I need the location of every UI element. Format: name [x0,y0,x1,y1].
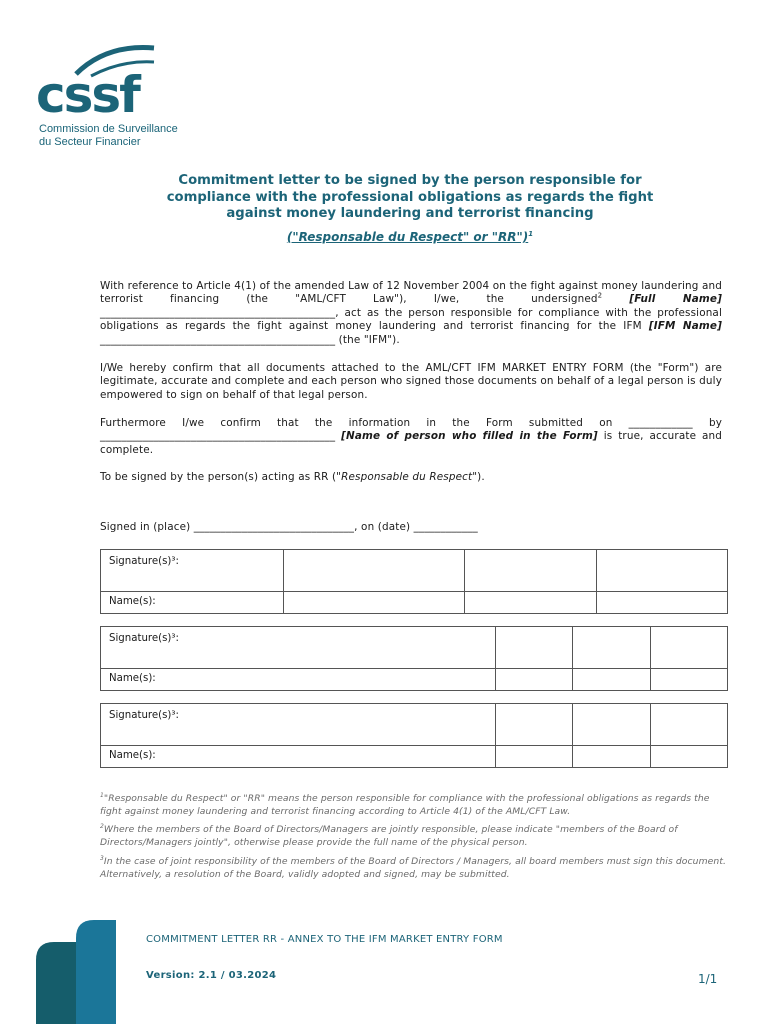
paragraph-confirmation: I/We hereby confirm that all documents attached to the AML/CFT IFM MARKET ENTRY FORM (the "Form") are legitimate, accurate and complete and each person who signed those documents on behalf of a legal person is duly empowered to sign on behalf of that legal person. [100,362,722,401]
signature-field[interactable] [496,704,573,746]
page-number: 1/1 [698,972,718,986]
name-field[interactable] [573,746,650,768]
name-field[interactable] [496,746,573,768]
footnote-3: $^3$In the case of joint responsibility of the members of the Board of Directors / Managers, all board members must sign this document. Alternatively, a resolution of the Board, validly adopted and signed, may be submitted. [100,855,727,881]
ifm-name-placeholder: [IFM Name] [648,320,722,333]
signature-table-1 [100,549,728,614]
signature-field[interactable] [650,627,727,669]
signature-label-cell: Signature(s)³: [101,704,496,746]
signature-label-cell: Signature(s)³: [101,550,284,592]
name-field[interactable] [573,669,650,691]
full-name-placeholder: [Full Name] [629,293,722,306]
subtitle-text: ("Responsable du Respect" or "RR") [286,230,529,244]
svg-text:cssf: cssf [36,66,139,124]
signature-table-2 [100,626,728,691]
footer-title: COMMITMENT LETTER RR - ANNEX TO THE IFM MARKET ENTRY FORM [146,934,503,945]
signature-table-3 [100,703,728,768]
signature-field[interactable] [650,704,727,746]
signature-field[interactable] [284,550,465,592]
name-label-cell: Name(s): [101,592,284,614]
title-line2: compliance with the professional obligations as regards the fight [166,189,654,205]
footnote-1: $^1$"Responsable du Respect" or "RR" means the person responsible for compliance with the professional obligations as regards the fight against money laundering and terrorist financing according to Article 4(1) of the AML/CFT Law. [100,792,710,818]
paragraph-reference: With reference to Article 4(1) of the amended Law of 12 November 2004 on the fight against money laundering and terrorist financing (the "AML/CFT Law"), I/we, the undersigned$^2$ [Full Name] ____________________________________________, act as the person responsible for compliance with the professional obligations as regards the fight against money laundering and terrorist financing for the IFM [IFM Name] ____________________________________________ (the "IFM"). [100,280,722,346]
signature-field[interactable] [596,550,728,592]
footnote-2: $^2$Where the members of the Board of Directors/Managers are jointly responsible, please indicate "members of the Board of Directors/Managers jointly", otherwise please provide the full name of the physical person. [100,823,678,849]
signature-field[interactable] [496,627,573,669]
name-field[interactable] [496,669,573,691]
logo-line1: Commission de Surveillance [39,123,178,135]
paragraph-signing-instruction: To be signed by the person(s) acting as RR ("Responsable du Respect"). [100,471,485,483]
footer-decoration [36,920,116,1024]
document-title [100,173,720,223]
title-line3: against money laundering and terrorist financing [226,206,594,221]
signature-label-cell: Signature(s)³: [101,627,496,669]
name-field[interactable] [465,592,597,614]
signature-field[interactable] [573,627,650,669]
title-line1: Commitment letter to be signed by the person responsible for [178,173,642,188]
signed-in-line: Signed in (place) ______________________________, on (date) ____________ [100,521,478,533]
document-subtitle [100,230,720,244]
name-label-cell: Name(s): [101,669,496,691]
name-field[interactable] [650,746,727,768]
date-submitted-blank: ____________ [628,417,693,429]
filler-name-placeholder: [Name of person who filled in the Form] [341,430,598,443]
filler-name-blank: ____________________________________________ [100,430,336,443]
paragraph-form-info: Furthermore I/we confirm that the information in the Form submitted on ____________ by ____________________________________________ [Name of person who filled in the Form] is true, accurate and complete. [100,417,723,456]
name-field[interactable] [284,592,465,614]
footer-version: Version: 2.1 / 03.2024 [146,970,277,981]
logo-line2: du Secteur Financier [39,136,141,148]
signature-field[interactable] [573,704,650,746]
full-name-blank: ____________________________________________ [100,306,336,319]
name-label-cell: Name(s): [101,746,496,768]
name-field[interactable] [650,669,727,691]
ifm-name-blank: ____________________________________________ [100,333,336,346]
logo-subtitle [39,123,178,149]
subtitle-footnote-ref: 1 [528,230,534,238]
name-field[interactable] [596,592,728,614]
signature-field[interactable] [465,550,597,592]
